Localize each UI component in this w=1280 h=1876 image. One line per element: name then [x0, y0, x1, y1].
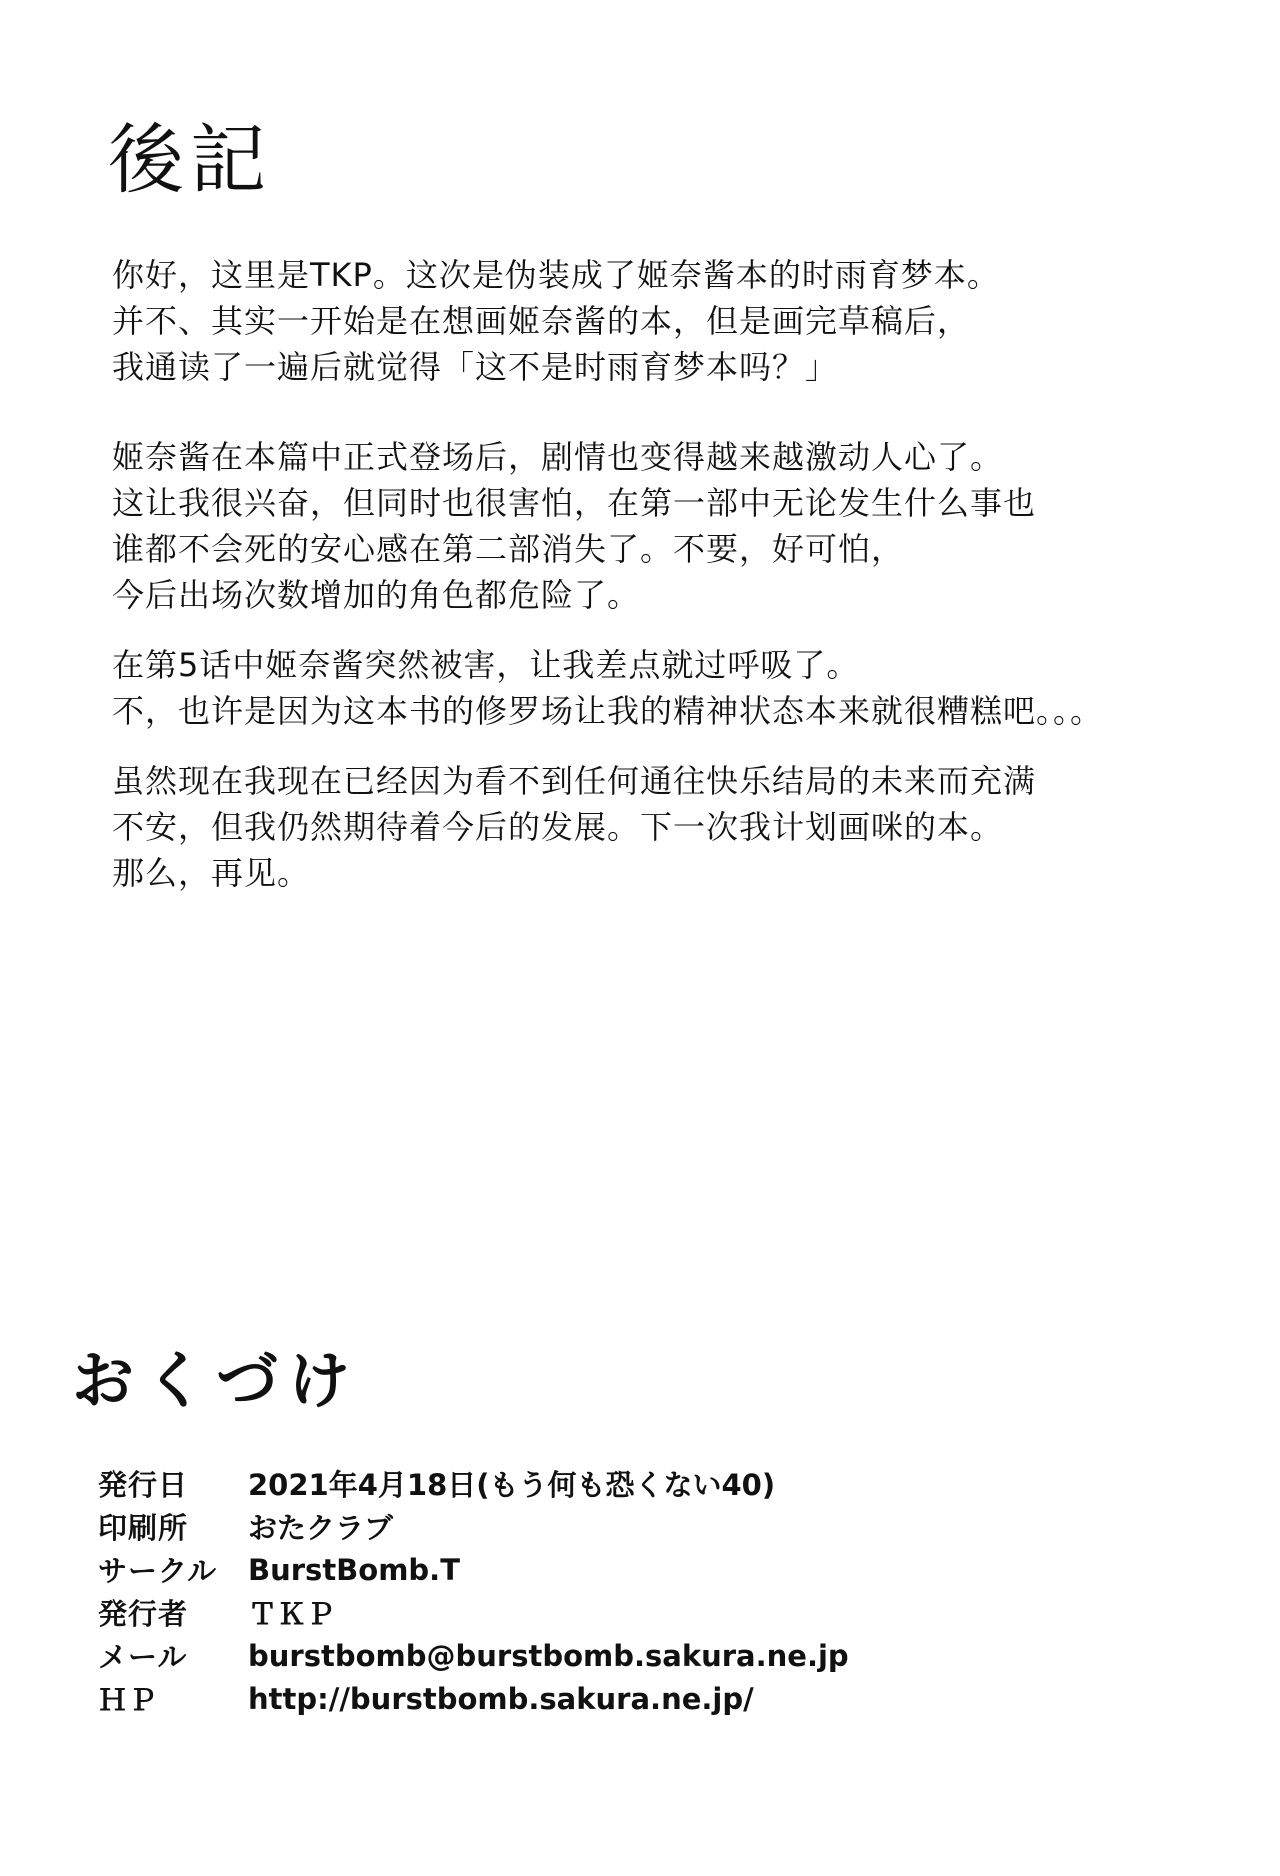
colophon-value: burstbomb@burstbomb.sakura.ne.jp: [248, 1638, 849, 1673]
colophon-label: 発行日: [98, 1468, 189, 1502]
text-line: 我通读了一遍后就觉得「这不是时雨育梦本吗？」: [112, 348, 839, 386]
text-line: 姬奈酱在本篇中正式登场后，剧情也变得越来越激动人心了。: [112, 438, 1004, 476]
afterword-paragraph-2: [112, 434, 1252, 618]
text-line: 虽然现在我现在已经因为看不到任何通往快乐结局的未来而充满: [112, 762, 1037, 800]
colophon-label: メール: [98, 1640, 188, 1674]
colophon-value: 2021年4月18日(もう何も恐くない40): [248, 1468, 776, 1502]
text-line: 这让我很兴奋，但同时也很害怕，在第一部中无论发生什么事也: [112, 484, 1037, 522]
colophon-label: サークル: [98, 1554, 218, 1588]
text-line: 不安，但我仍然期待着今后的发展。下一次我计划画咪的本。: [112, 808, 1004, 846]
afterword-title: 後記: [108, 115, 272, 204]
colophon-title: おくづけ: [72, 1344, 361, 1417]
colophon-label: ＨＰ: [98, 1683, 159, 1717]
text-line: 不，也许是因为这本书的修罗场让我的精神状态本来就很糟糕吧。。。: [112, 692, 1104, 730]
colophon-row-circle: [98, 1548, 1198, 1591]
text-line: 在第5话中姬奈酱突然被害，让我差点就过呼吸了。: [112, 646, 860, 684]
text-line: 谁都不会死的安心感在第二部消失了。不要，好可怕，: [112, 530, 905, 568]
afterword-body: [112, 252, 1252, 896]
colophon-row-email: [98, 1634, 1198, 1677]
colophon-label: 発行者: [98, 1597, 189, 1631]
colophon-value: BurstBomb.T: [248, 1552, 460, 1587]
text-line: 并不、其实一开始是在想画姬奈酱的本，但是画完草稿后，: [112, 302, 971, 340]
colophon-row-issue-date: [98, 1462, 1198, 1505]
colophon-value: http://burstbomb.sakura.ne.jp/: [248, 1681, 754, 1716]
colophon-table: [98, 1462, 1198, 1720]
colophon-row-printer: [98, 1505, 1198, 1548]
text-line: 那么，再见。: [112, 854, 311, 892]
colophon-row-publisher: [98, 1591, 1198, 1634]
afterword-paragraph-1: [112, 252, 1252, 390]
colophon-label: 印刷所: [98, 1511, 189, 1545]
afterword-paragraph-4: [112, 758, 1252, 896]
text-line: 你好，这里是TKP。这次是伪装成了姬奈酱本的时雨育梦本。: [112, 256, 1000, 294]
colophon-value: ＴＫＰ: [248, 1597, 336, 1631]
colophon-row-homepage: [98, 1677, 1198, 1720]
afterword-paragraph-3: [112, 642, 1252, 734]
text-line: 今后出场次数增加的角色都危险了。: [112, 576, 641, 614]
colophon-value: おたクラブ: [248, 1511, 394, 1545]
